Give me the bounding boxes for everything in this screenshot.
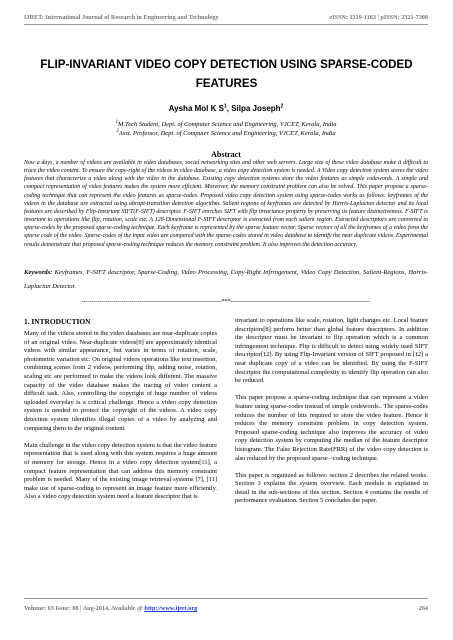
title-line-1: FLIP-INVARIANT VIDEO COPY DETECTION USING SPARSE-CODED	[40, 58, 413, 71]
intro-paragraph: Many of the videos stored in the video databases are near-duplicate copies of an original video. Near-duplicate videos[9] are approximately identical videos with similar appearance, but varies in terms of rotation, scale, photometric variation etc. On original videos operations like text insertion, combining scenes from 2 videos, performing flip, adding noise, rotation, scaling etc are performed to make the videos look different. The massive capacity of the video database makes the tracing of video content a difficult task. Also, controlling the copyright of huge number of videos uploaded everyday is a critical challenge. Hence a video copy detection system is needed to protect the copyright of the videos. A video copy detection system identifies illegal copies of a video by analyzing and comparing them to the original content.	[24, 330, 217, 432]
keywords-label: Keywords:	[24, 269, 53, 276]
paper-title	[18, 55, 435, 93]
journal-link[interactable]: http://www.ijret.org	[144, 605, 198, 612]
author-2-name: Silpa Joseph	[231, 104, 281, 113]
intro-paragraph: Main challenge in the video copy detection system is that the video feature representation that is used along with this system requires a huge amount of memory for storage. Hence in a video copy detection system[11], a compact feature representation that can address this memory constraint problem is needed. Many of the existing image retrieval systems [7], [11] make use of sparse-coding to represent an image feature more efficiently. Also a video copy detection system need a feature descriptor that is	[24, 441, 217, 501]
affiliation-1-mark: 1	[115, 119, 119, 125]
footer-rule	[24, 598, 428, 599]
running-header	[24, 14, 428, 21]
author-1-name: Aysha Mol K S	[168, 104, 224, 113]
intro-paragraph: This paper propose a sparse-coding technique that can represent a video feature using sparse-codes instead of simple codewords.. The sparse-codes reduces the number of bits required to store the video feature. Hence it reduces the memory constraint problem in copy detection system. Proposed sparse-coding technique also improves the accuracy of video copy detection system by computing the median of the feature descriptor histogram. The False Rejection Rate(FRR) of the video copy detection is also reduced by the proposed sparse –coding technique.	[235, 394, 428, 462]
author-separator: ,	[226, 104, 232, 113]
page-number: 264	[418, 605, 428, 612]
intro-paragraph: invariant to operations like scale, rotation, light changes etc. Local feature descriptors[8] perform better than global feature descriptors. In addition the descriptor must be invariant to flip operation which is a common infringement technique. Flip is difficult to detect using widely used SIFT descriptor[12]. By using Flip-Invariant version of SIFT proposed in [12] a near duplicate copy of a video can be identified. By using the F-SIFT descriptor the computational complexity to identify flip operation can also be reduced.	[235, 317, 428, 385]
introduction-heading: 1. INTRODUCTION	[24, 317, 91, 326]
header-rule	[24, 24, 428, 25]
author-1-mark: 1	[223, 103, 227, 110]
left-column	[24, 317, 217, 510]
affiliation-1: M.Tech Student, Dept. of Computer Science and Engineering, VJCET, Kerala, India	[118, 121, 337, 128]
volume-info	[24, 605, 197, 612]
section-separator: ----------------------------------------------------------------------***----------------------------------------------------------------------	[81, 299, 371, 305]
affiliation-2: Asst. Professor, Dept. of Computer Science and Engineering, VJCET, Kerala, India	[118, 130, 336, 137]
affiliations	[24, 120, 428, 138]
author-2-mark: 2	[280, 103, 284, 110]
intro-paragraph: This paper is organized as follows: section 2 describes the related works. Section 3 explains the system overview. Each module is explained in detail in the sub-sections of this section. Section 4 contains the results of performance evaluation. Section 5 concludes the paper.	[235, 471, 428, 505]
running-footer	[24, 605, 428, 612]
title-line-2: FEATURES	[195, 77, 258, 90]
volume-text: Volume: 03 Issue: 08 | Aug-2014, Available @	[24, 605, 145, 612]
abstract-heading: Abstract	[211, 150, 241, 159]
right-column	[235, 317, 428, 515]
abstract-text: Now a days, a number of videos are available in video databases, social networking sites and other web servers. Large size of these video database make it difficult to trace the video content. To ensure the copy-right of the videos in video database, a video copy detection system is needed. A Video copy detection system stores the video features that characterize a video along with the video in the database. Existing copy detection systems store the video features as simple codewords. A simple and compact representation of video features makes the system more efficient. Moreover, the memory constraint problem can also be solved. This paper propose a sparse-coding technique that can represent the video features as sparse-codes. Proposed video copy detection system using sparse-codes works as follows: keyframes of the videos in the database are extracted using abrupt-transition detection algorithm. Salient regions of keyframes are detected by Harris-Laplacian detector and its local features are described by Flip-Invariant SIFT(F-SIFT) descriptor. F-SIFT enriches SIFT with flip invariance property by preserving its feature distinctiveness. F-SIFT is invariant to operations like flip, rotation, scale etc. A 128-Dimensional F-SIFT descriptor is extracted from each salient region. Extracted descriptors are converted to sparse-codes by the proposed sparse-coding technique. Each keyframe is represented by the sparse feature vector. Sparse vectors of all the keyframes of a video form the sparse code of the video. Sparse-codes of the input video are compared with the sparse-codes stored in video database to identify the near duplicate videos. Experimental results demonstrate that proposed sparse-coding technique reduces the memory constraint problem. It also improves the detection accuracy.	[24, 160, 428, 248]
affiliation-2-mark: 2	[116, 128, 119, 134]
author-line	[24, 104, 428, 113]
keywords-text: Keyframes, F-SIFT descriptor, Sparse-Coding, Video Processing, Copy-Right Infringement, Video Copy Detection, Salient-Regions, Harris-Laplacian Detector.	[24, 269, 428, 290]
issn-numbers: eISSN: 2319-1163 | pISSN: 2321-7308	[329, 14, 428, 21]
keywords	[24, 266, 428, 294]
journal-name: IJRET: International Journal of Research in Engineering and Technology	[24, 14, 219, 21]
